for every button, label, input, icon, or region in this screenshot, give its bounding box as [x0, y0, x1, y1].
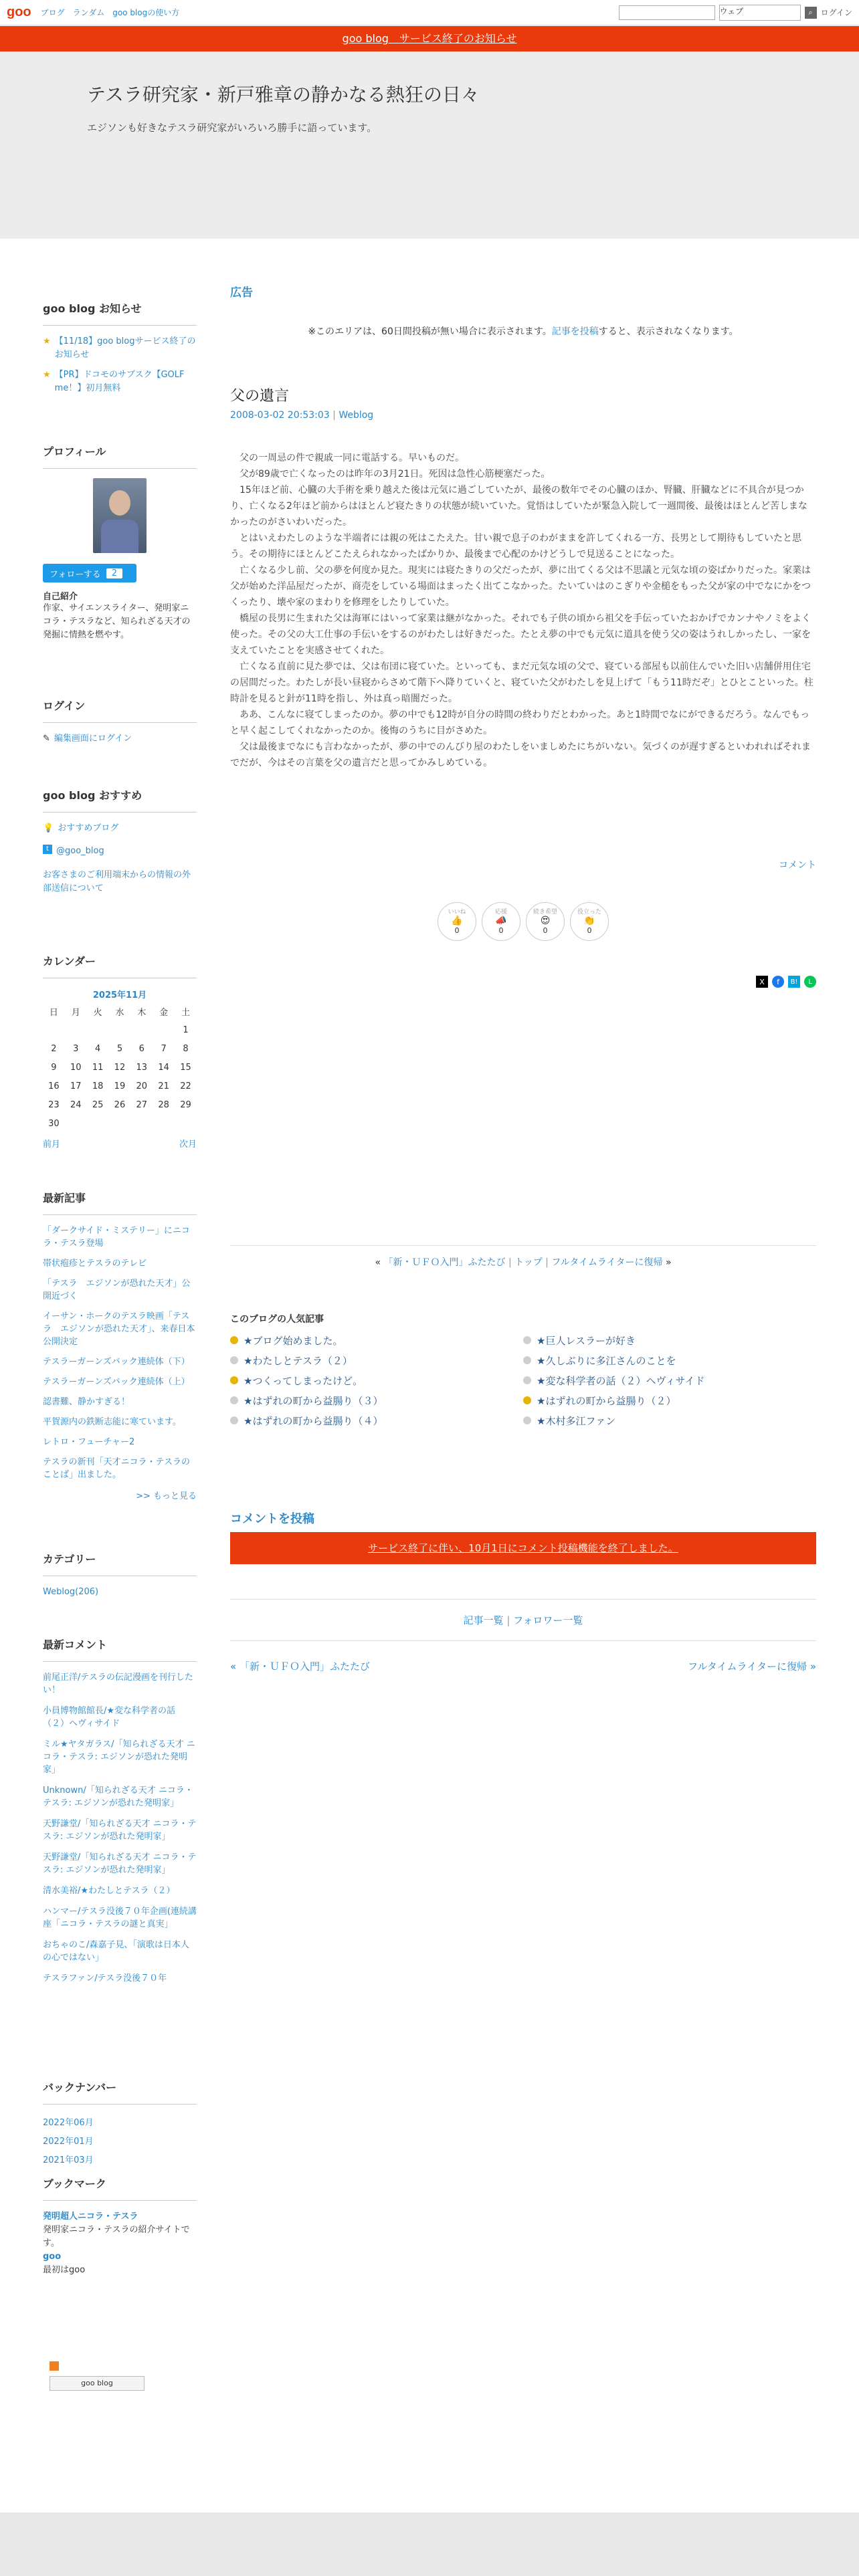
popular-item — [523, 1390, 816, 1410]
reaction-icon: 😍 — [540, 916, 551, 926]
popular-item — [230, 1330, 523, 1350]
article-date: 2008-03-02 20:53:03 — [230, 410, 330, 421]
article-meta: 2008-03-02 20:53:03 | Weblog — [230, 410, 374, 421]
popular-article-link[interactable]: ★変な科学者の話（２）ヘヴィサイド — [537, 1374, 705, 1387]
rank-icon — [230, 1376, 238, 1384]
reaction-icon: 👍 — [451, 916, 463, 926]
rank-icon — [230, 1396, 238, 1404]
recent-article-link[interactable]: 平賀源内の鉄断志能に寒ています。 — [43, 1417, 181, 1427]
calendar-day — [153, 1114, 175, 1133]
reaction-button[interactable] — [482, 902, 520, 941]
calendar-day: 2 — [51, 1043, 57, 1054]
bookmark-title: ブックマーク — [43, 2175, 197, 2201]
bottom-next-link[interactable]: フルタイムライターに復帰 » — [688, 1660, 816, 1673]
goo-blog-badge[interactable]: goo blog — [50, 2376, 145, 2391]
comment-closed-banner — [230, 1532, 816, 1564]
rank-icon — [230, 1356, 238, 1364]
bookmark-desc: 最初はgoo — [43, 2265, 86, 2275]
reaction-button[interactable] — [570, 902, 609, 941]
recent-list — [43, 1224, 197, 1481]
article-paragraph: 父は最後までなにも言わなかったが、夢の中でのんびり屋のわたしをいましめたにちがいない。気づくのが遅すぎるといわれればそれまでだが、今はその言葉を父の遺言だと思ってかみしめている。 — [230, 742, 811, 768]
article-paragraph: 橋屋の長男に生まれた父は海軍にはいって家業は継がなかった。それでも子供の頃から祖父を手伝っていたおかげでカンナやノミをよく使った。その父の大工仕事の手伝いをするのがわたしは好きだった。たとえ夢の中でも元気に道具を使う父の姿はうれしかったし、一家を支えていたことを実感させてくれた。 — [230, 613, 811, 656]
calendar-weekday: 木 — [137, 1007, 147, 1018]
goo-logo[interactable]: goo — [7, 5, 31, 19]
recent-comment[interactable]: Unknown/「知られざる天才 ニコラ・テスラ: エジソンが恐れた発明家」 — [43, 1786, 193, 1808]
comment-post-title: コメントを投稿 — [230, 1512, 314, 1526]
blog-header — [0, 51, 859, 239]
recent-article-link[interactable]: 認書難、静かすぎる！ — [43, 1397, 130, 1407]
popular-list — [230, 1330, 816, 1430]
popular-article-link[interactable]: ★はずれの町から益腸り（４） — [244, 1414, 383, 1427]
calendar-weekday: 土 — [181, 1007, 191, 1018]
footer — [0, 2512, 859, 2576]
calendar-prev-link[interactable]: 前月 — [43, 1140, 61, 1150]
hatena-share-icon[interactable]: B! — [788, 976, 800, 988]
twitter-icon: t — [43, 845, 52, 854]
calendar-day: 25 — [92, 1099, 104, 1110]
rss-icon[interactable] — [50, 2361, 59, 2371]
calendar-day: 9 — [51, 1062, 57, 1073]
calendar-day: 27 — [136, 1099, 148, 1110]
external-info-link[interactable]: お客さまのご利用端末からの情報の外部送信について — [43, 870, 191, 893]
bio-text: 作家、サイエンスライター、発明家ニコラ・テスラなど、知られざる天才の発掘に情熱を燃やす。 — [43, 603, 191, 640]
calendar-day — [153, 1021, 175, 1039]
calendar-week — [43, 1058, 197, 1077]
backnumber-link[interactable] — [43, 2170, 197, 2171]
article-list-link[interactable]: 記事一覧 — [463, 1614, 504, 1626]
bookmark-link[interactable]: 発明超人ニコラ・テスラ — [43, 2212, 138, 2222]
backnumber-list — [43, 2114, 197, 2171]
recent-comment[interactable]: 前尾正洋/テスラの伝記漫画を刊行したい！ — [43, 1673, 193, 1695]
article-paragraph: 父が89歳で亡くなったのは昨年の3月21日。死因は急性心筋梗塞だった。 — [230, 469, 551, 479]
calendar-day: 21 — [158, 1081, 169, 1091]
calendar-day: 15 — [180, 1062, 191, 1073]
article-paragraph: 亡くなる少し前、父の夢を何度か見た。現実には寝たきりの父だったが、夢に出てくる父は不思議と元気な頃の姿ばかりだった。家業は父が始めた洋品屋だったが、商売をしている場面はまったく出てこなかった。たいていはのこぎりや金槌をもった父が家の中でなにかをつくったり、壊や家のまわりを修理をしたりしていた。 — [230, 565, 811, 608]
calendar-next-link[interactable]: 次月 — [179, 1140, 197, 1150]
reaction-count: 0 — [587, 926, 592, 935]
reaction-label: 応援 — [494, 909, 507, 916]
backnumber-title: バックナンバー — [43, 2079, 197, 2105]
recent-comment[interactable]: 天野謙堂/「知られざる天才 ニコラ・テスラ: エジソンが恐れた発明家」 — [43, 1852, 197, 1875]
login-link[interactable]: ログイン — [820, 8, 852, 17]
calendar-day: 11 — [92, 1062, 104, 1073]
popular-article-link[interactable]: ★はずれの町から益腸り（３） — [244, 1394, 383, 1407]
rank-icon — [523, 1396, 531, 1404]
calendar-day: 6 — [138, 1043, 145, 1054]
search-type-select[interactable]: ウェブ — [719, 5, 801, 21]
popular-article-link[interactable]: ★はずれの町から益腸り（２） — [537, 1394, 676, 1407]
comment-link[interactable]: コメント — [779, 860, 816, 871]
calendar-day: 3 — [73, 1043, 79, 1054]
bottom-nav — [230, 1659, 816, 1673]
calendar-week — [43, 1021, 197, 1039]
popular-article-link[interactable]: ★木村多江ファン — [537, 1414, 616, 1427]
popular-title: このブログの人気記事 — [230, 1314, 324, 1325]
top-search — [619, 5, 852, 21]
calendar-day: 10 — [70, 1062, 82, 1073]
bio-title: 自己紹介 — [43, 592, 78, 602]
calendar-week — [43, 1077, 197, 1095]
recent-comment[interactable]: ハンマー/テスラ没後７０年企画(連続講座「ニコラ・テスラの謎と真実」 — [43, 1907, 197, 1929]
reaction-label: 続き希望 — [533, 909, 557, 916]
popular-article-link[interactable]: ★ブログ始めました。 — [244, 1334, 343, 1347]
calendar-day: 5 — [116, 1043, 123, 1054]
top-link-random[interactable]: ランダム — [72, 8, 105, 17]
calendar-day: 12 — [114, 1062, 126, 1073]
recent-comment[interactable]: おちゃのこ/森嘉子見、「演歌は日本人の心ではない」 — [43, 1940, 189, 1963]
article-paragraph: とはいえわたしのような半端者には親の死はこたえた。甘い親で息子のわがままを許してくれる一方、長男として期待もしていたと思う。その期待にほとんどこたえられなかったばかりか、最後まで心配のかけどうしで見送ることになった。 — [230, 533, 801, 560]
popular-item — [230, 1410, 523, 1430]
search-button[interactable] — [805, 7, 817, 19]
category-title: カテゴリー — [43, 1551, 197, 1576]
calendar-week — [43, 1039, 197, 1058]
reaction-count: 0 — [454, 926, 460, 935]
line-share-icon[interactable]: L — [804, 976, 816, 988]
recommend-link[interactable]: おすすめブログ — [58, 823, 119, 833]
calendar-day: 16 — [48, 1081, 60, 1091]
recent-title: 最新記事 — [43, 1190, 197, 1215]
calendar-day — [109, 1114, 131, 1133]
article-body — [230, 450, 816, 771]
reaction-icon: 👏 — [583, 916, 595, 926]
calendar-day: 28 — [158, 1099, 169, 1110]
calendar-day — [109, 1021, 131, 1039]
calendar-day: 19 — [114, 1081, 126, 1091]
rank-icon — [230, 1416, 238, 1424]
calendar-day: 20 — [136, 1081, 148, 1091]
comment-closed-text[interactable]: サービス終了に伴い、10月1日にコメント投稿機能を終了しました。 — [368, 1542, 678, 1554]
backnumber-link[interactable]: 2021年03月 — [43, 2155, 94, 2165]
comments-title: 最新コメント — [43, 1636, 197, 1662]
calendar-day: 30 — [48, 1118, 60, 1129]
ad-note: ※このエリアは、60日間投稿が無い場合に表示されます。記事を投稿すると、表示されなくなります。 — [308, 326, 739, 337]
follow-button[interactable] — [43, 564, 136, 582]
recent-article-link[interactable]: レトロ・フューチャー2 — [43, 1437, 135, 1447]
recent-article-link[interactable]: テスラーガーンズバック連続体（上） — [43, 1377, 190, 1387]
rank-icon — [523, 1356, 531, 1364]
popular-item — [230, 1350, 523, 1370]
calendar-day — [87, 1114, 109, 1133]
calendar-day — [87, 1021, 109, 1039]
calendar-title: カレンダー — [43, 953, 197, 978]
login-title: ログイン — [43, 697, 197, 723]
calendar-weekday: 火 — [93, 1007, 102, 1018]
calendar-day: 24 — [70, 1099, 82, 1110]
page-body — [0, 239, 859, 2512]
recommend-twitter-link[interactable]: @goo_blog — [56, 846, 104, 856]
reaction-count: 0 — [498, 926, 504, 935]
share-icons — [756, 976, 816, 988]
rank-icon — [523, 1416, 531, 1424]
service-end-link[interactable]: goo blog サービス終了のお知らせ — [342, 32, 517, 45]
comment-list — [43, 1671, 197, 1985]
rank-icon — [523, 1336, 531, 1344]
calendar-day — [130, 1114, 153, 1133]
calendar-day: 23 — [48, 1099, 60, 1110]
follow-label: フォローする — [50, 569, 101, 580]
post-article-link[interactable]: 記事を投稿 — [551, 326, 599, 337]
calendar-weekday: 水 — [115, 1007, 124, 1018]
recent-article-link[interactable]: 帯状疱疹とテスラのテレビ — [43, 1259, 147, 1269]
top-link-blog[interactable]: ブログ — [40, 8, 65, 17]
recent-comment[interactable]: 清水美裕/★わたしとテスラ（２） — [43, 1886, 175, 1896]
calendar-day: 26 — [114, 1099, 126, 1110]
article-title[interactable]: 父の遺言 — [230, 388, 290, 405]
follow-count: 2 — [106, 568, 122, 578]
rank-icon — [230, 1336, 238, 1344]
bookmark-desc: 発明家ニコラ・テスラの紹介サイトです。 — [43, 2225, 190, 2248]
avatar[interactable] — [93, 478, 147, 553]
top-links — [41, 7, 180, 18]
article-paragraph: 父の一周忌の件で親戚一同に電話する。早いものだ。 — [230, 453, 464, 463]
list-links: 記事一覧 | フォロワー一覧 — [230, 1599, 816, 1641]
calendar-day: 17 — [70, 1081, 82, 1091]
calendar-day — [65, 1114, 87, 1133]
calendar-weekday: 月 — [71, 1007, 80, 1018]
popular-item — [230, 1370, 523, 1390]
news-link[interactable]: 【11/18】goo blogサービス終了のお知らせ — [54, 336, 196, 360]
calendar-weekday: 金 — [159, 1007, 169, 1018]
follower-list-link[interactable]: フォロワー一覧 — [513, 1614, 583, 1626]
recent-article-link[interactable]: テスラーガーンズバック連続体（下） — [43, 1357, 190, 1367]
recent-comment[interactable]: テスラファン/テスラ没後７０年 — [43, 1973, 167, 1983]
calendar-month: 2025年11月 — [92, 990, 147, 1000]
facebook-share-icon[interactable]: f — [772, 976, 784, 988]
recommend-title: goo blog おすすめ — [43, 787, 197, 813]
calendar-week — [43, 1095, 197, 1114]
calendar-day: 7 — [161, 1043, 167, 1054]
calendar-day — [175, 1114, 197, 1133]
popular-item — [523, 1350, 816, 1370]
popular-article-link[interactable]: ★久しぶりに多江さんのことを — [537, 1354, 676, 1367]
popular-article-link[interactable]: ★つくってしまったけど。 — [244, 1374, 363, 1387]
recent-comment[interactable]: 天野謙堂/「知られざる天才 ニコラ・テスラ: エジソンが恐れた発明家」 — [43, 1819, 197, 1842]
article-category[interactable]: Weblog — [339, 410, 374, 421]
calendar-day: 4 — [94, 1043, 101, 1054]
recent-article-link[interactable]: 「ダークサイド・ミステリー」にニコラ・テスラ登場 — [43, 1226, 190, 1249]
calendar-day: 1 — [183, 1025, 189, 1035]
search-input[interactable] — [619, 5, 715, 20]
search-icon: ⌕ — [808, 7, 813, 17]
calendar-day: 14 — [158, 1062, 169, 1073]
popular-article-link[interactable]: ★巨人レスラーが好き — [537, 1334, 636, 1347]
nav-top-link[interactable]: トップ — [514, 1257, 543, 1268]
top-bar — [0, 0, 859, 25]
popular-item — [523, 1410, 816, 1430]
news-link[interactable]: 【PR】ドコモのサブスク【GOLF me！】初月無料 — [54, 370, 185, 393]
bookmark-link[interactable]: goo — [43, 2252, 62, 2262]
star-icon: ★ — [43, 370, 51, 380]
article-paragraph: 亡くなる直前に見た夢では、父は布団に寝ていた。といっても、まだ元気な頃の父で、寝ている部屋も以前住んでいた旧い店舗併用住宅の居間だった。わたしが長い昼寝からさめて階下へ降りていくと、寝ていた父がわたしを見上げて「もう11時だぞ」とひとこといった。柱時計を見ると針が11時を指し、外は真っ暗闇だった。 — [230, 661, 814, 704]
popular-item — [523, 1370, 816, 1390]
article-paragraph: 15年ほど前、心臓の大手術を乗り越えた後は元気に過ごしていたが、最後の数年でその心臓のほか、腎臓、肝臓などに不具合が見つかり、亡くなる2年ほど前からはほとんど寝たきりの状態が続いていた。覚悟はしていたが緊急入院して一週間後、最後はほとんど苦しまなかったのがさいわいだった。 — [230, 485, 807, 528]
bulb-icon: 💡 — [43, 823, 54, 833]
calendar-day — [65, 1021, 87, 1039]
top-link-howto[interactable]: goo blogの使い方 — [112, 8, 180, 17]
more-link[interactable]: >> もっと見る — [136, 1491, 197, 1501]
recent-article-link[interactable]: テスラの新刊「天才ニコラ・テスラのことば」出ました。 — [43, 1457, 190, 1480]
reaction-button[interactable] — [438, 902, 476, 941]
article-nav: « 「新・ＵＦＯ入門」ふたたび | トップ | フルタイムライターに復帰 » — [230, 1245, 816, 1269]
profile-title: プロフィール — [43, 443, 197, 469]
popular-item — [230, 1390, 523, 1410]
reaction-button[interactable] — [526, 902, 565, 941]
calendar-day — [43, 1021, 65, 1039]
blog-title[interactable]: テスラ研究家・新戸雅章の静かなる熱狂の日々 — [87, 84, 480, 106]
recent-comment[interactable]: 小員博物館館長/★変な科学者の話（２）ヘヴィサイド — [43, 1706, 176, 1729]
recent-article-link[interactable]: イーサン・ホークのテスラ映画「テスラ エジソンが恐れた天才」、来春日本公開決定 — [43, 1311, 195, 1347]
reaction-label: 役立った — [577, 909, 601, 916]
recent-comment[interactable]: ミル★ヤタガラス/「知られざる天才 ニコラ・テスラ: エジソンが恐れた発明家」 — [43, 1739, 195, 1775]
calendar-day — [130, 1021, 153, 1039]
ad-title: 広告 — [230, 286, 253, 300]
calendar-day: 29 — [180, 1099, 191, 1110]
popular-article-link[interactable]: ★わたしとテスラ（２） — [244, 1354, 353, 1367]
blog-subtitle: エジソンも好きなテスラ研究家がいろいろ勝手に語っています。 — [87, 122, 377, 134]
calendar-weekday: 日 — [49, 1007, 58, 1018]
x-share-icon[interactable]: X — [756, 976, 768, 988]
calendar-week — [43, 1114, 197, 1133]
calendar-table — [43, 1002, 197, 1133]
category-weblog[interactable]: Weblog(206) — [43, 1587, 99, 1597]
reaction-count: 0 — [543, 926, 548, 935]
calendar-day: 18 — [92, 1081, 104, 1091]
star-icon: ★ — [43, 336, 51, 346]
news-title: goo blog お知らせ — [43, 300, 197, 326]
popular-item — [523, 1330, 816, 1350]
reaction-icon: 📣 — [495, 916, 507, 926]
rank-icon — [523, 1376, 531, 1384]
backnumber-link[interactable]: 2022年01月 — [43, 2137, 94, 2147]
article-paragraph: ああ、こんなに寝てしまったのか。夢の中でも12時が自分の時間の終わりだとわかった。あと1時間でなにができるだろう。なんでもっと早く起こしてくれなかったのか。後悔のうちに目がさめた。 — [230, 710, 810, 736]
calendar-day: 22 — [180, 1081, 191, 1091]
editor-login-link[interactable]: 編集画面にログイン — [54, 734, 132, 744]
calendar-day: 8 — [183, 1043, 189, 1054]
service-end-notice — [0, 26, 859, 51]
calendar-day: 13 — [136, 1062, 148, 1073]
nav-next-link[interactable]: フルタイムライターに復帰 — [551, 1257, 663, 1268]
nav-prev-link[interactable]: 「新・ＵＦＯ入門」ふたたび — [383, 1257, 506, 1268]
recent-article-link[interactable]: 「テスラ エジソンが恐れた天才」公開近づく — [43, 1279, 191, 1301]
reaction-label: いいね — [448, 909, 466, 916]
backnumber-link[interactable]: 2022年06月 — [43, 2118, 94, 2128]
reaction-buttons — [230, 902, 816, 941]
pencil-icon: ✎ — [43, 734, 50, 744]
bottom-prev-link[interactable]: « 「新・ＵＦＯ入門」ふたたび — [230, 1660, 370, 1673]
